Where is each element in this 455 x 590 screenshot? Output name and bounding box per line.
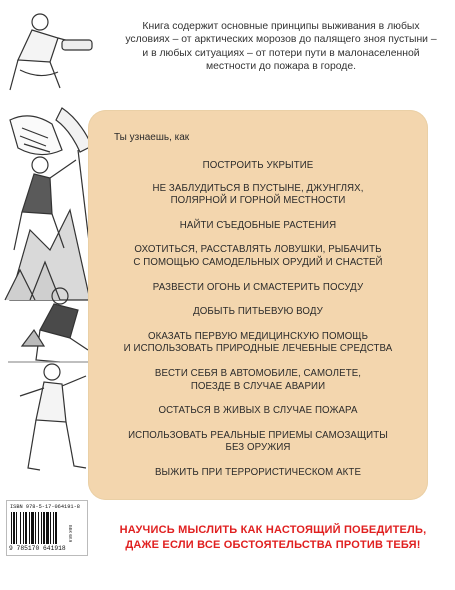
skill-item — [88, 244, 428, 269]
barcode-bar — [16, 512, 17, 544]
barcode-bar — [11, 512, 12, 544]
skill-item — [88, 220, 428, 233]
barcode-bar — [55, 512, 57, 544]
skill-line: ПОСТРОИТЬ УКРЫТИЕ — [202, 160, 314, 171]
skill-line: ОКАЗАТЬ ПЕРВУЮ МЕДИЦИНСКУЮ ПОМОЩЬ — [147, 330, 369, 342]
bandaged-arm — [10, 108, 92, 155]
intro-line: Книга содержит основные принципы выживания в любых — [142, 21, 420, 32]
isbn-block — [6, 500, 88, 556]
skill-item — [88, 306, 428, 319]
intro-paragraph — [118, 20, 444, 74]
ean-number: 9 785170 641918 — [9, 545, 66, 552]
slogan — [98, 523, 448, 553]
skill-line: ПОЛЯРНОЙ И ГОРНОЙ МЕСТНОСТИ — [170, 195, 346, 207]
skill-line: НЕ ЗАБЛУДИТЬСЯ В ПУСТЫНЕ, ДЖУНГЛЯХ, — [152, 182, 364, 194]
skill-item — [88, 467, 428, 480]
skill-item — [88, 282, 428, 295]
barcode-bar — [46, 512, 49, 544]
barcode-bar — [41, 512, 42, 544]
isbn-text: ISBN 978-5-17-064191-8 — [10, 504, 80, 510]
skills-list — [88, 148, 428, 480]
barcode-bar — [31, 512, 34, 544]
intro-line: и в любых ситуациях – от потери пути в малонаселенной — [142, 47, 420, 59]
skill-line: ВЕСТИ СЕБЯ В АВТОМОБИЛЕ, САМОЛЕТЕ, — [154, 367, 362, 379]
skill-line: ОХОТИТЬСЯ, РАССТАВЛЯТЬ ЛОВУШКИ, РЫБАЧИТЬ — [134, 244, 382, 256]
self-defense-fighter — [20, 364, 86, 470]
barcode-bar — [23, 512, 24, 544]
skill-item — [88, 160, 428, 173]
slogan-line: ДАЖЕ ЕСЛИ ВСЕ ОБСТОЯТЕЛЬСТВА ПРОТИВ ТЕБЯ! — [125, 539, 421, 551]
skill-line: ВЫЖИТЬ ПРИ ТЕРРОРИСТИЧЕСКОМ АКТЕ — [154, 466, 362, 478]
barcode-bar — [13, 512, 15, 544]
barcode-bar — [29, 512, 30, 544]
skill-line: РАЗВЕСТИ ОГОНЬ И СМАСТЕРИТЬ ПОСУДУ — [152, 281, 364, 293]
skill-line: БЕЗ ОРУЖИЯ — [225, 442, 291, 454]
barcode-bar — [25, 512, 27, 544]
skill-item — [88, 183, 428, 208]
barcode-bar — [53, 512, 54, 544]
barcode-bar — [35, 512, 36, 544]
skill-item — [88, 405, 428, 418]
skill-line: НАЙТИ СЪЕДОБНЫЕ РАСТЕНИЯ — [179, 219, 337, 231]
skill-line: ИСПОЛЬЗОВАТЬ РЕАЛЬНЫЕ ПРИЕМЫ САМОЗАЩИТЫ — [128, 429, 388, 441]
skills-panel — [88, 110, 428, 500]
intro-line: условиях – от арктических морозов до палящего зноя пустыни – — [125, 34, 437, 46]
skill-line: С ПОМОЩЬЮ САМОДЕЛЬНЫХ ОРУДИЙ И СНАСТЕЙ — [133, 256, 383, 268]
barcode-bar — [43, 512, 45, 544]
barcode — [11, 512, 75, 544]
skill-item — [88, 430, 428, 455]
skill-item — [88, 368, 428, 393]
skill-line: И ИСПОЛЬЗОВАТЬ ПРИРОДНЫЕ ЛЕЧЕБНЫЕ СРЕДСТВА — [123, 343, 393, 355]
slogan-line: НАУЧИСЬ МЫСЛИТЬ КАК НАСТОЯЩИЙ ПОБЕДИТЕЛЬ, — [119, 524, 427, 536]
skill-line: ДОБЫТЬ ПИТЬЕВУЮ ВОДУ — [193, 306, 323, 318]
intro-line: местности до пожара в городе. — [205, 61, 357, 73]
barcode-bar — [20, 512, 21, 544]
first-aid-figure — [10, 14, 92, 90]
barcode-bar — [38, 512, 39, 544]
skill-line: ОСТАТЬСЯ В ЖИВЫХ В СЛУЧАЕ ПОЖАРА — [158, 405, 358, 417]
panel-heading: Ты узнаешь, как — [114, 132, 190, 143]
barcode-bar — [50, 512, 51, 544]
skill-item — [88, 331, 428, 356]
side-code: ББК 68.9 — [68, 525, 73, 543]
skill-line: ПОЕЗДЕ В СЛУЧАЕ АВАРИИ — [190, 380, 326, 392]
